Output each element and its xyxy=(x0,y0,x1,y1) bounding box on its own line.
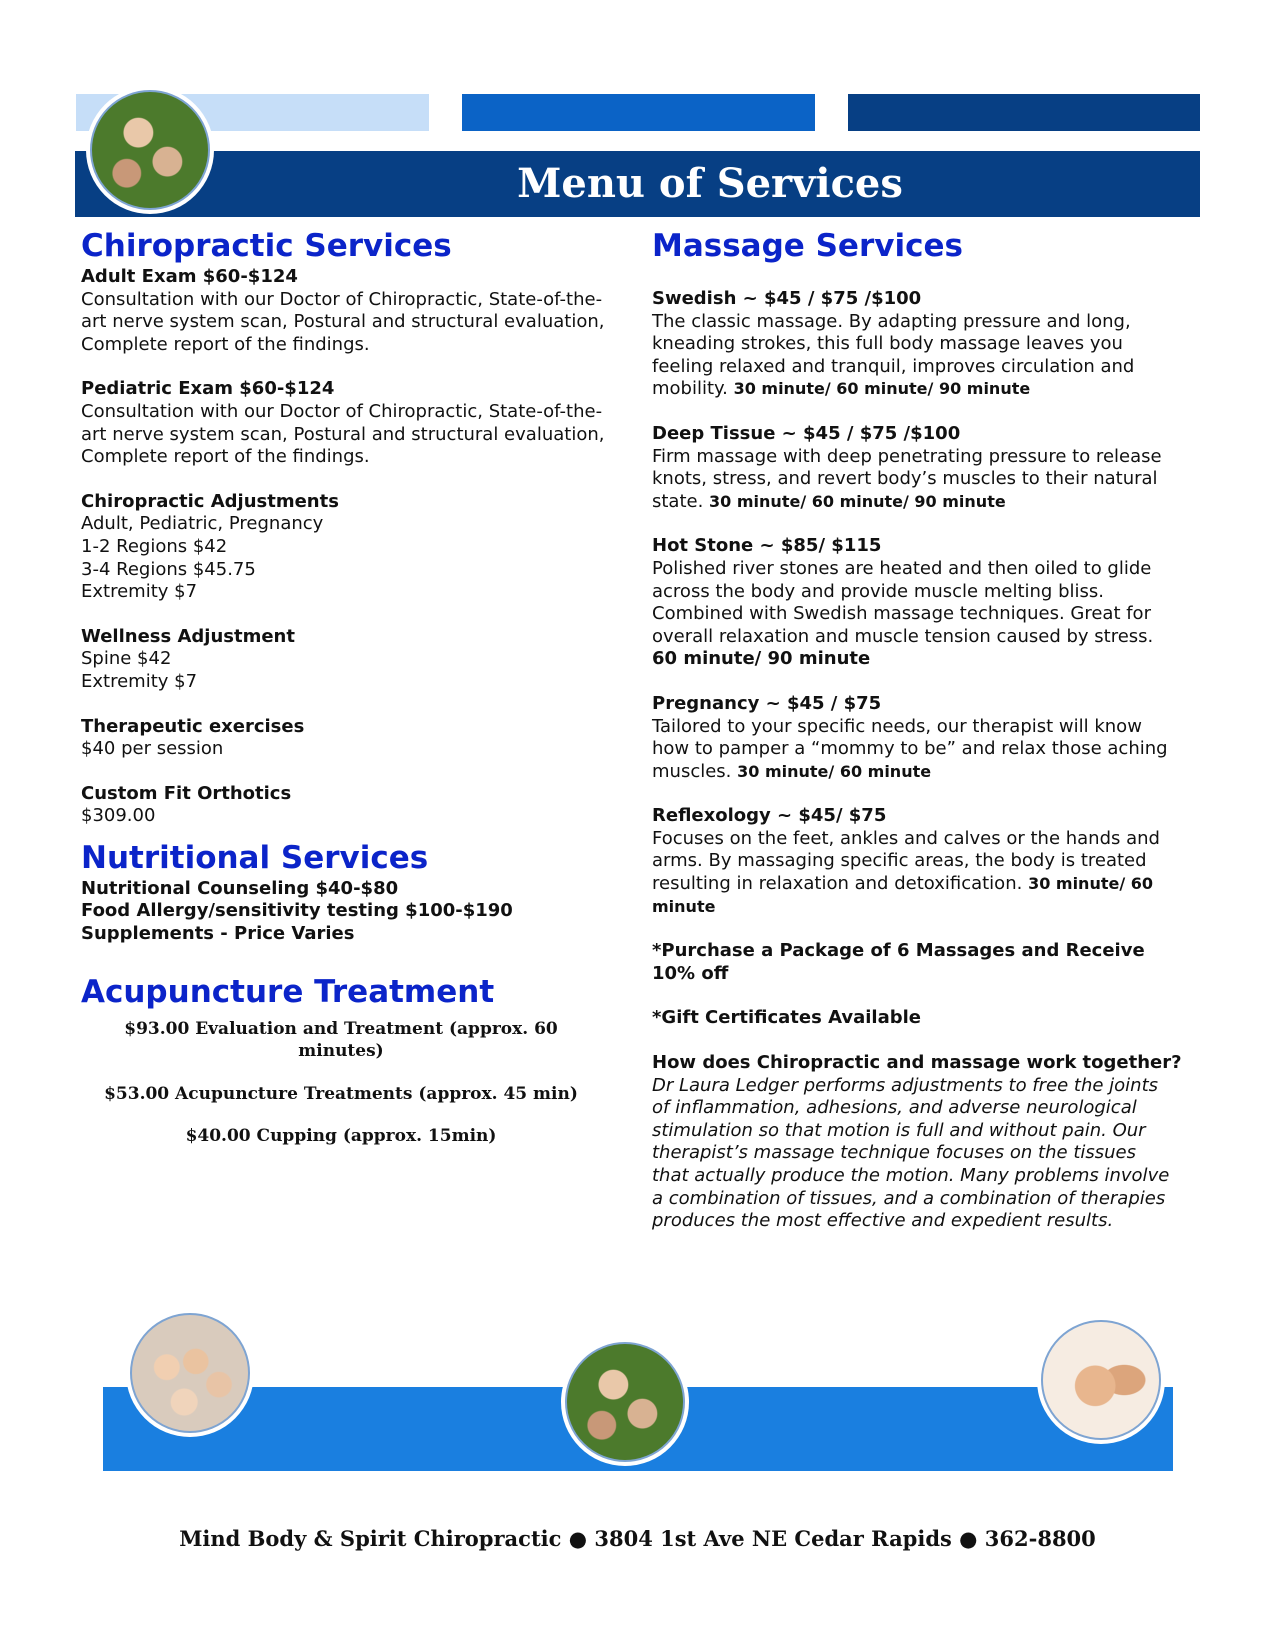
massage-title: Deep Tissue ~ $45 / $75 /$100 xyxy=(652,422,961,444)
service-line: art nerve system scan, Postural and structural evaluation, xyxy=(81,423,605,445)
massage-item xyxy=(652,693,1192,783)
acupuncture-section-title: Acupuncture Treatment xyxy=(81,973,495,1010)
service-item xyxy=(81,716,621,761)
massage-line: Tailored to your specific needs, our therapist will know xyxy=(652,715,1142,737)
service-item xyxy=(81,783,621,828)
faq-title: How does Chiropractic and massage work together? xyxy=(652,1052,1182,1074)
service-title: Chiropractic Adjustments xyxy=(81,490,339,512)
massage-duration: minute xyxy=(652,896,716,916)
faq-line: a combination of tissues, and a combination of therapies xyxy=(652,1187,1166,1209)
service-line: Extremity $7 xyxy=(81,581,198,603)
family-photo-bottom xyxy=(565,1342,685,1462)
service-line: Spine $42 xyxy=(81,648,172,670)
massage-line: knots, stress, and revert body’s muscles to their natural xyxy=(652,468,1158,490)
nutritional-section-title: Nutritional Services xyxy=(81,839,429,876)
faq-line: therapist’s massage technique focuses on the tissues xyxy=(652,1142,1136,1164)
faq-line: Dr Laura Ledger performs adjustments to free the joints xyxy=(652,1074,1159,1096)
service-title: Adult Exam $60-$124 xyxy=(81,266,298,287)
service-title: Custom Fit Orthotics xyxy=(81,782,292,804)
nutritional-line: Supplements - Price Varies xyxy=(81,923,355,945)
service-line: 1-2 Regions $42 xyxy=(81,535,228,557)
massage-line: overall relaxation and muscle tension caused by stress. xyxy=(652,625,1154,647)
massage-title: Pregnancy ~ $45 / $75 xyxy=(652,692,882,714)
massage-duration: 30 minute/ 60 xyxy=(1028,874,1154,894)
hands-photo xyxy=(1041,1320,1161,1440)
group-photo xyxy=(130,1313,250,1433)
service-title: Therapeutic exercises xyxy=(81,715,305,737)
massage-line: The classic massage. By adapting pressure and long, xyxy=(652,310,1131,332)
service-title: Pediatric Exam $60-$124 xyxy=(81,378,335,400)
massage-line: mobility. xyxy=(652,378,734,400)
service-line: 3-4 Regions $45.75 xyxy=(81,558,256,580)
massage-section-title: Massage Services xyxy=(652,228,963,264)
acupuncture-line: $53.00 Acupuncture Treatments (approx. 45 min) xyxy=(104,1083,578,1104)
left-column xyxy=(81,226,621,1168)
service-line: Consultation with our Doctor of Chiropractic, State-of-the- xyxy=(81,288,603,310)
faq-line: that actually produce the motion. Many problems involve xyxy=(652,1165,1170,1186)
massage-item xyxy=(652,535,1192,671)
acupuncture-line: $93.00 Evaluation and Treatment (approx. 60 minutes) xyxy=(124,1018,558,1062)
massage-title: Reflexology ~ $45/ $75 xyxy=(652,805,887,827)
acupuncture-list xyxy=(81,1018,601,1148)
massage-line: feeling relaxed and tranquil, improves circulation and xyxy=(652,355,1135,377)
chiropractic-section-title: Chiropractic Services xyxy=(81,228,452,264)
service-item xyxy=(81,266,621,356)
massage-item xyxy=(652,805,1192,918)
gift-certificates: *Gift Certificates Available xyxy=(652,1007,921,1029)
page-title: Menu of Services xyxy=(517,160,903,207)
massage-line: Combined with Swedish massage techniques. Great for xyxy=(652,603,1151,625)
service-item xyxy=(81,378,621,468)
massage-line: kneading strokes, this full body massage leaves you xyxy=(652,333,1123,355)
faq-line: stimulation so that motion is full and without pain. Our xyxy=(652,1119,1146,1141)
massage-line: arms. By massaging specific areas, the body is treated xyxy=(652,850,1147,872)
family-photo-top xyxy=(90,90,210,210)
package-offer xyxy=(652,940,1192,985)
package-line: *Purchase a Package of 6 Massages and Receive xyxy=(652,940,1145,962)
service-line: Extremity $7 xyxy=(81,670,198,692)
massage-duration: 60 minute/ 90 minute xyxy=(652,648,871,670)
massage-line: how to pamper a “mommy to be” and relax those aching xyxy=(652,738,1168,760)
acupuncture-line: $40.00 Cupping (approx. 15min) xyxy=(185,1126,497,1147)
footer-contact: Mind Body & Spirit Chiropractic ● 3804 1st Ave NE Cedar Rapids ● 362-8800 xyxy=(179,1526,1096,1551)
faq-line: produces the most effective and expedient results. xyxy=(652,1210,1114,1232)
service-line: Complete report of the findings. xyxy=(81,446,370,468)
massage-line: Polished river stones are heated and then oiled to glide xyxy=(652,557,1152,579)
header-bar-mid xyxy=(462,94,815,131)
right-column xyxy=(652,226,1192,1255)
nutritional-line: Nutritional Counseling $40-$80 xyxy=(81,877,399,899)
package-line: 10% off xyxy=(652,962,729,984)
service-line: $309.00 xyxy=(81,805,156,827)
service-line: Consultation with our Doctor of Chiropractic, State-of-the- xyxy=(81,400,603,422)
massage-item xyxy=(652,288,1192,401)
service-line: $40 per session xyxy=(81,738,224,760)
faq-block xyxy=(652,1052,1192,1233)
faq-line: of inflammation, adhesions, and adverse neurological xyxy=(652,1097,1137,1119)
massage-duration: 30 minute/ 60 minute xyxy=(737,761,932,781)
massage-title: Hot Stone ~ $85/ $115 xyxy=(652,535,882,557)
massage-item xyxy=(652,423,1192,513)
massage-line: Firm massage with deep penetrating pressure to release xyxy=(652,445,1162,467)
massage-line: state. xyxy=(652,490,710,512)
service-line: Adult, Pediatric, Pregnancy xyxy=(81,513,324,535)
header-bar-dark xyxy=(848,94,1200,131)
massage-line: across the body and provide muscle melting bliss. xyxy=(652,580,1104,602)
service-line: art nerve system scan, Postural and structural evaluation, xyxy=(81,311,605,333)
service-item xyxy=(81,491,621,604)
massage-duration: 30 minute/ 60 minute/ 90 minute xyxy=(709,491,1006,511)
service-item xyxy=(81,626,621,694)
service-title: Wellness Adjustment xyxy=(81,625,295,647)
massage-title: Swedish ~ $45 / $75 /$100 xyxy=(652,288,922,309)
massage-line: Focuses on the feet, ankles and calves or the hands and xyxy=(652,827,1160,849)
nutritional-list xyxy=(81,878,621,946)
massage-line: muscles. xyxy=(652,760,738,782)
massage-duration: 30 minute/ 60 minute/ 90 minute xyxy=(733,379,1031,399)
service-line: Complete report of the findings. xyxy=(81,333,370,355)
massage-line: resulting in relaxation and detoxification. xyxy=(652,873,1029,895)
nutritional-line: Food Allergy/sensitivity testing $100-$190 xyxy=(81,900,513,922)
